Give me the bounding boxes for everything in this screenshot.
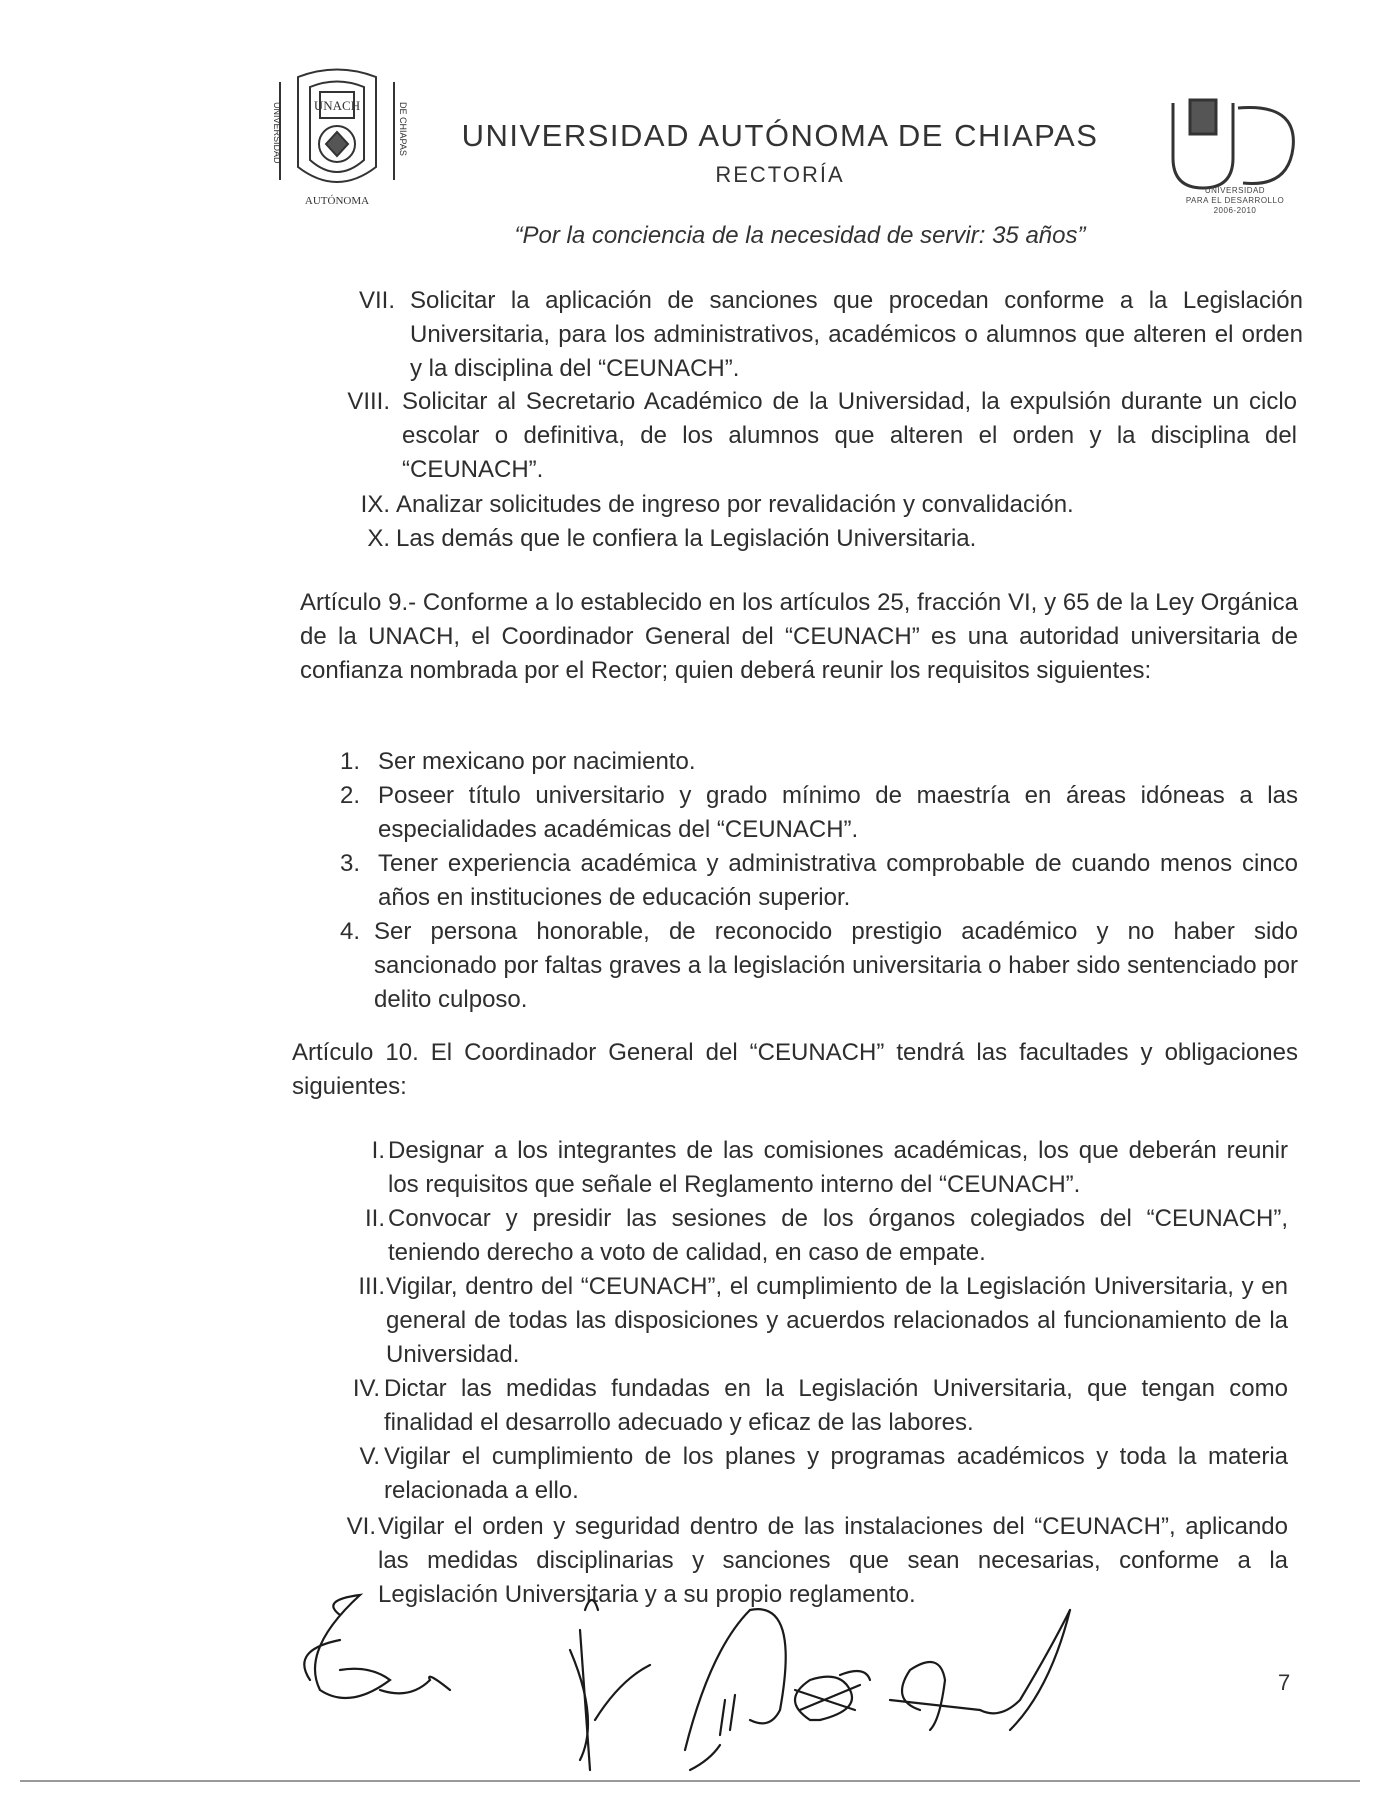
requisite-number: 3. <box>339 850 360 877</box>
svg-text:UNIVERSIDAD: UNIVERSIDAD <box>272 102 282 164</box>
faculty-item-text: Designar a los integrantes de las comisiones académicas, los que deberán reunir los requisitos que señale el Reglamento interno del “CEUNACH”. <box>388 1137 1288 1198</box>
requisite-number: 2. <box>339 782 360 809</box>
requisite-number: 4. <box>339 918 360 945</box>
requisite-number: 1. <box>339 748 360 775</box>
university-motto: “Por la conciencia de la necesidad de servir: 35 años” <box>514 222 1086 249</box>
list-item-number: IX. <box>360 491 390 518</box>
faculty-item-number: II. <box>364 1205 385 1232</box>
list-item-number: X. <box>367 525 390 552</box>
page-number: 7 <box>1278 1670 1291 1695</box>
handwritten-signatures <box>280 1570 1180 1770</box>
requisite-text: Ser mexicano por nacimiento. <box>378 748 696 775</box>
faculty-item-number: IV. <box>352 1375 380 1402</box>
faculty-item-number: I. <box>371 1137 385 1164</box>
requisite-text: Poseer título universitario y grado mínimo de maestría en áreas idóneas a las especialidades académicas del “CEUNACH”. <box>378 782 1298 843</box>
svg-text:AUTÓNOMA: AUTÓNOMA <box>304 195 370 207</box>
bottom-edge-line <box>20 1780 1360 1782</box>
list-item-text: Analizar solicitudes de ingreso por revalidación y convalidación. <box>396 491 1074 518</box>
svg-text:UNACH: UNACH <box>313 98 361 113</box>
unach-seal-logo <box>268 62 406 212</box>
requisite-text: Ser persona honorable, de reconocido prestigio académico y no haber sido sancionado por faltas graves a la legislación universitaria o haber sido sentenciado por delito culposo. <box>374 918 1298 1013</box>
faculty-item-text: Vigilar el cumplimiento de los planes y programas académicos y toda la materia relacionada a ello. <box>384 1443 1288 1504</box>
right-logo-caption: UNIVERSIDAD PARA EL DESARROLLO 2006-2010 <box>1185 186 1285 215</box>
rectoria-subtitle: RECTORÍA <box>715 162 845 187</box>
article-9-paragraph: Artículo 9.- Conforme a lo establecido en los artículos 25, fracción VI, y 65 de la Ley Orgánica de la UNACH, el Coordinador General del “CEUNACH” es una autoridad universitaria de confianza nombrada por el Rector; quien deberá reunir los requisitos siguientes: <box>300 589 1298 684</box>
faculty-item-number: V. <box>359 1443 380 1470</box>
requisite-text: Tener experiencia académica y administrativa comprobable de cuando menos cinco años en instituciones de educación superior. <box>378 850 1298 911</box>
article-10-paragraph: Artículo 10. El Coordinador General del “CEUNACH” tendrá las facultades y obligaciones siguientes: <box>292 1039 1298 1100</box>
list-item-text: Las demás que le confiera la Legislación Universitaria. <box>396 525 977 552</box>
svg-text:DE CHIAPAS: DE CHIAPAS <box>398 102 408 156</box>
faculty-item-number: III. <box>358 1273 385 1300</box>
list-item-text: Solicitar al Secretario Académico de la Universidad, la expulsión durante un ciclo escolar o definitiva, de los alumnos que alteren el orden y la disciplina del “CEUNACH”. <box>402 388 1297 483</box>
list-item-text: Solicitar la aplicación de sanciones que procedan conforme a la Legislación Universitaria, para los administrativos, académicos o alumnos que alteren el orden y la disciplina del “CEUNACH”. <box>410 287 1303 382</box>
faculty-item-text: Vigilar el orden y seguridad dentro de las instalaciones del “CEUNACH”, aplicando las medidas disciplinarias y sanciones que sean necesarias, conforme a la Legislación Universitaria y a su propio reglamento. <box>378 1513 1288 1608</box>
faculty-item-text: Vigilar, dentro del “CEUNACH”, el cumplimiento de la Legislación Universitaria, y en general de todas las disposiciones y acuerdos relacionados al funcionamiento de la Universidad. <box>386 1273 1288 1368</box>
faculty-item-text: Convocar y presidir las sesiones de los órganos colegiados del “CEUNACH”, teniendo derecho a voto de calidad, en caso de empate. <box>388 1205 1288 1266</box>
faculty-item-number: VI. <box>346 1513 376 1540</box>
university-title: UNIVERSIDAD AUTÓNOMA DE CHIAPAS <box>461 118 1099 153</box>
list-item-number: VII. <box>358 287 395 314</box>
list-item-number: VIII. <box>347 388 390 415</box>
faculty-item-text: Dictar las medidas fundadas en la Legislación Universitaria, que tengan como finalidad el desarrollo adecuado y eficaz de las labores. <box>384 1375 1288 1436</box>
